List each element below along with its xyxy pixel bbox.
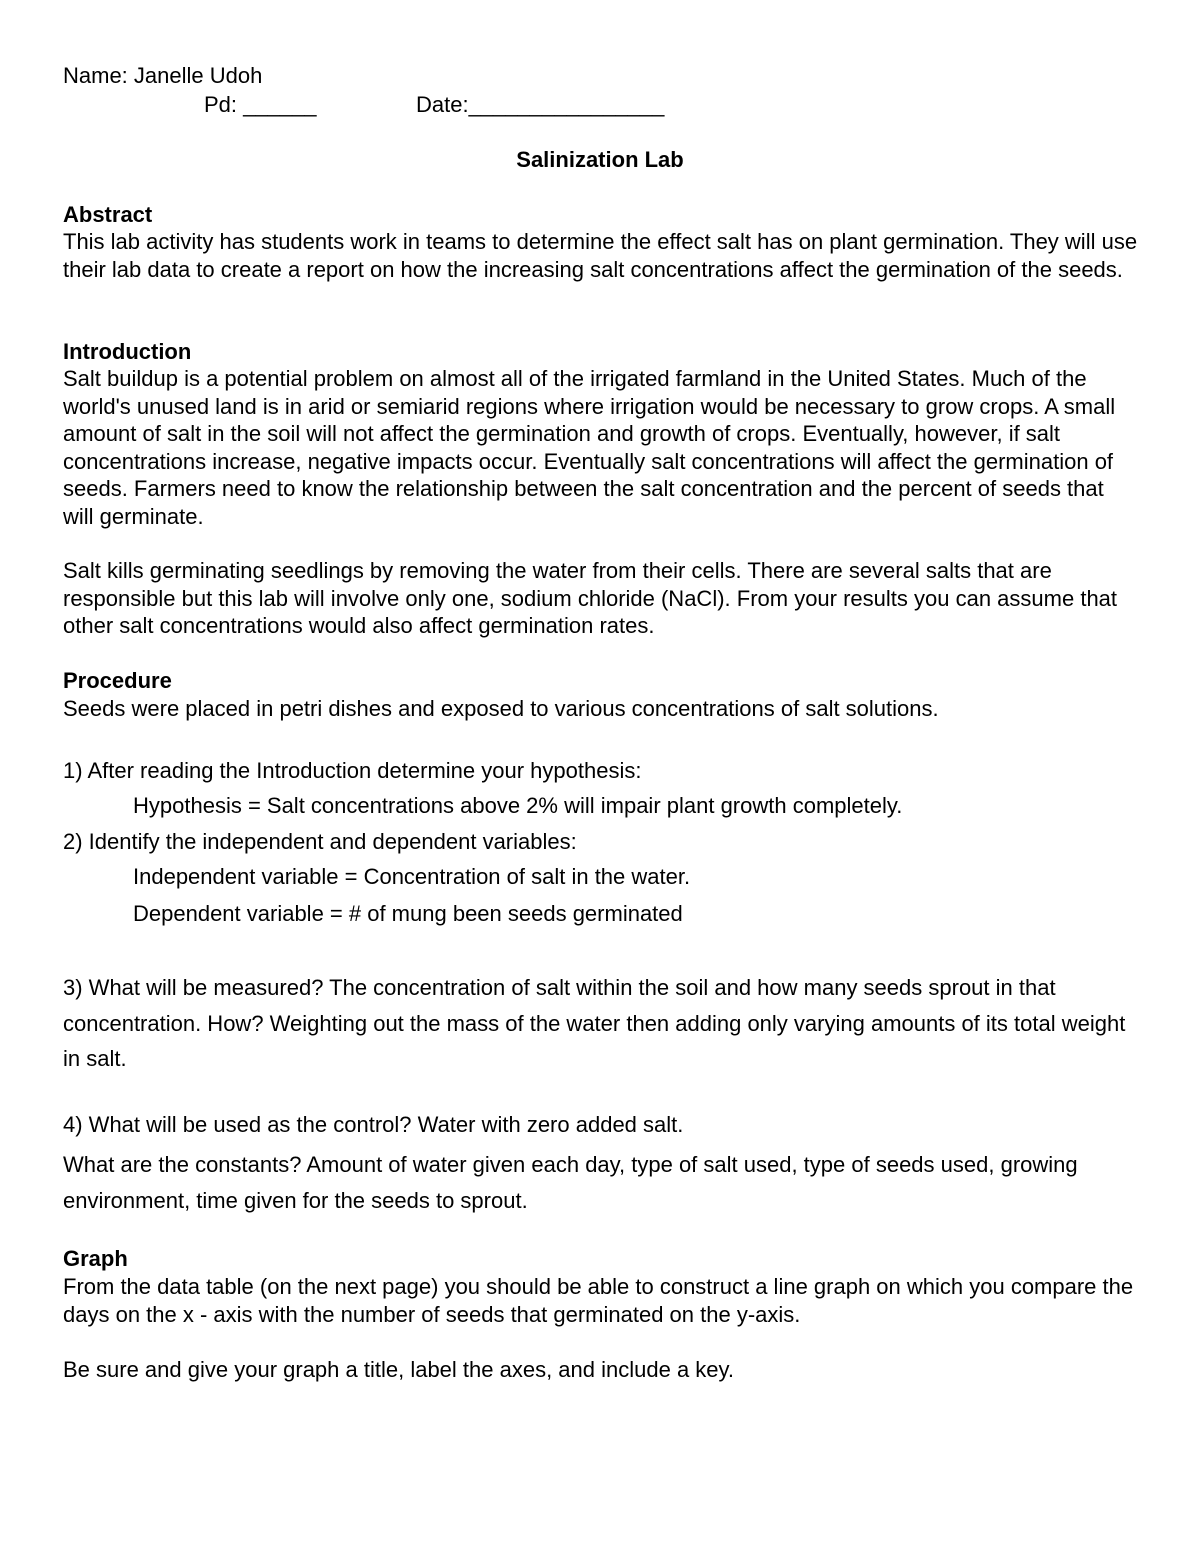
graph-instructions: From the data table (on the next page) you should be able to construct a line graph on which you compare the days on the x - axis with the number of seeds that germinated on the y-axis. — [63, 1274, 1134, 1327]
page-title: Salinization Lab — [516, 147, 684, 172]
question-2: 2) Identify the independent and dependent variables: — [63, 829, 577, 854]
graph-heading: Graph — [63, 1246, 128, 1271]
introduction-paragraph-2: Salt kills germinating seedlings by removing the water from their cells. There are several salts that are responsible but this lab will involve only one, sodium chloride (NaCl). From your results you can assume that other salt concentrations would also affect germination rates. — [63, 558, 1118, 638]
question-4: 4) What will be used as the control? Water with zero added salt. — [63, 1112, 684, 1137]
graph-reminder: Be sure and give your graph a title, label the axes, and include a key. — [63, 1357, 735, 1382]
independent-variable: Independent variable = Concentration of salt in the water. — [133, 864, 691, 889]
introduction-heading: Introduction — [63, 339, 192, 364]
constants-answer: What are the constants? Amount of water given each day, type of salt used, type of seeds used, growing environment, time given for the seeds to sprout. — [63, 1152, 1078, 1213]
date-line: Date:________________ — [416, 92, 665, 117]
period-line: Pd: ______ — [204, 92, 317, 117]
abstract-heading: Abstract — [63, 202, 153, 227]
name-line: Name: Janelle Udoh — [63, 63, 263, 88]
question-3: 3) What will be measured? The concentration of salt within the soil and how many seeds sprout in that concentration. How? Weighting out the mass of the water then adding only varying amounts of its total weight in salt. — [63, 975, 1126, 1071]
abstract-text: This lab activity has students work in teams to determine the effect salt has on plant germination. They will use their lab data to create a report on how the increasing salt concentrations affect the germination of the seeds. — [63, 229, 1138, 282]
dependent-variable: Dependent variable = # of mung been seeds germinated — [133, 901, 683, 926]
question-1: 1) After reading the Introduction determine your hypothesis: — [63, 758, 642, 783]
procedure-intro: Seeds were placed in petri dishes and exposed to various concentrations of salt solutions. — [63, 696, 939, 721]
hypothesis-answer: Hypothesis = Salt concentrations above 2% will impair plant growth completely. — [133, 793, 903, 818]
introduction-paragraph-1: Salt buildup is a potential problem on almost all of the irrigated farmland in the United States. Much of the world's unused land is in arid or semiarid regions where irrigation would be necessary to grow crops. A small amount of salt in the soil will not affect the germination and growth of crops. Eventually, however, if salt concentrations increase, negative impacts occur. Eventually salt concentrations will affect the germination of seeds. Farmers need to know the relationship between the salt concentration and the percent of seeds that will germinate. — [63, 366, 1116, 529]
procedure-heading: Procedure — [63, 668, 172, 693]
